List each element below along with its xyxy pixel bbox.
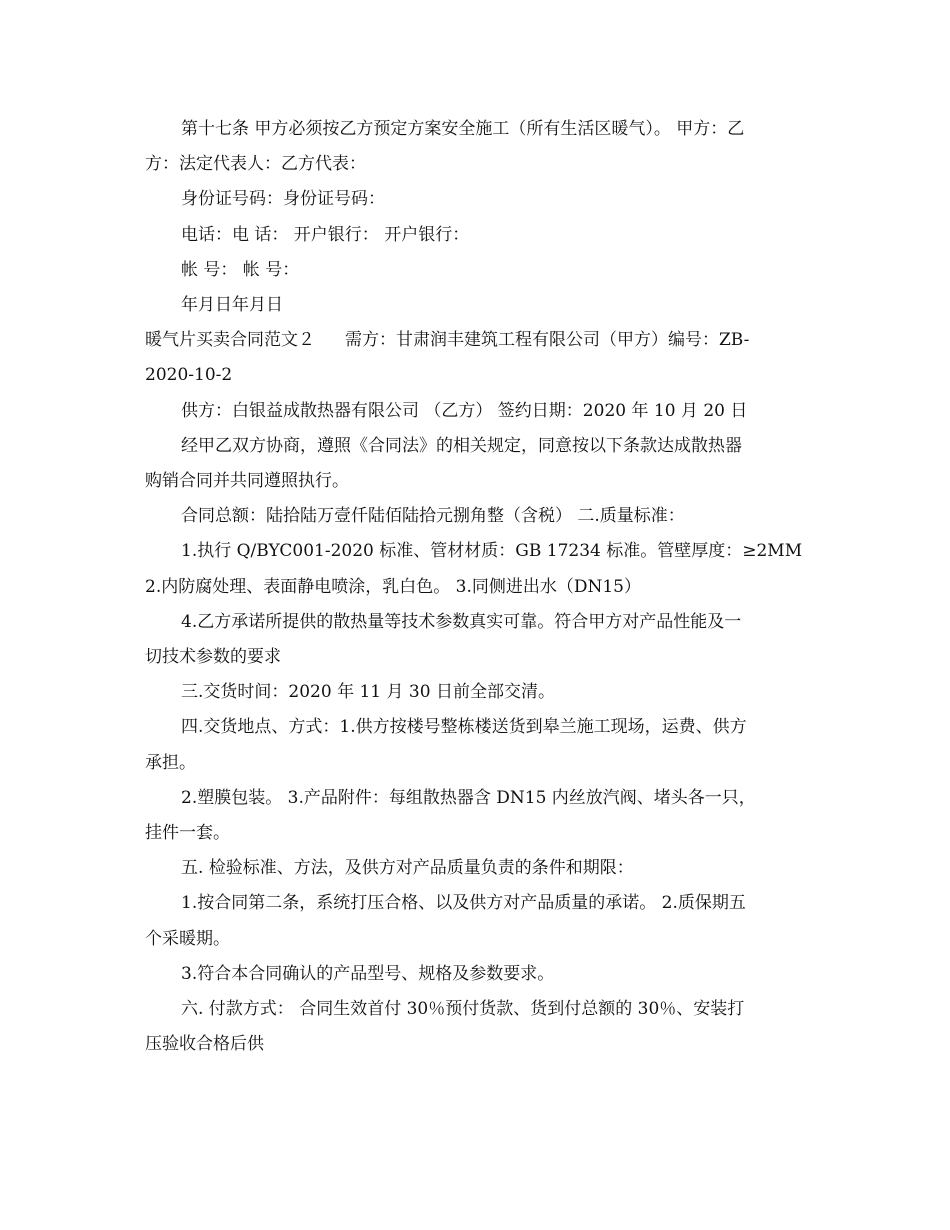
text-line: 2.塑膜包装。 3.产品附件：每组散热器含 DN15 内丝放汽阀、堵头各一只， [181, 787, 756, 808]
text-line: 六. 付款方式： 合同生效首付 30％预付货款、货到付总额的 30％、安装打 [181, 999, 745, 1020]
text-line: 五. 检验标准、方法，及供方对产品质量负责的条件和期限： [181, 858, 634, 879]
text-line: 1.执行 Q/BYC001-2020 标准、管材材质：GB 17234 标准。管壁厚度：≥2MM [181, 541, 803, 562]
text-line: 购销合同并共同遵照执行。 [145, 471, 349, 492]
text-line: 2020-10-2 [145, 365, 233, 386]
text-line: 供方：白银益成散热器有限公司 （乙方） 签约日期：2020 年 10 月 20 日 [181, 400, 748, 421]
text-line: 切技术参数的要求 [145, 647, 281, 668]
text-line: 四.交货地点、方式：1.供方按楼号整栋楼送货到皋兰施工现场，运费、供方 [181, 717, 747, 738]
text-line: 合同总额：陆拾陆万壹仟陆佰陆拾元捌角整（含税） 二.质量标准： [181, 506, 685, 527]
text-line: 1.按合同第二条，系统打压合格、以及供方对产品质量的承诺。 2.质保期五 [181, 893, 746, 914]
text-line: 2.内防腐处理、表面静电喷涂，乳白色。 3.同侧进出水（DN15） [145, 576, 641, 597]
text-line: 第十七条 甲方必须按乙方预定方案安全施工（所有生活区暖气）。 甲方：乙 [181, 119, 745, 139]
text-line: 帐 号： 帐 号： [181, 259, 300, 280]
text-line: 3.符合本合同确认的产品型号、规格及参数要求。 [181, 963, 555, 984]
text-line: 年月日年月日 [181, 295, 283, 316]
text-line: 挂件一套。 [145, 823, 230, 844]
section-title: 暖气片买卖合同范文２ [145, 330, 315, 351]
text-line: 压验收合格后供 [145, 1034, 264, 1055]
text-line: 4.乙方承诺所提供的散热量等技术参数真实可靠。符合甲方对产品性能及一 [181, 611, 742, 632]
text-line: 经甲乙双方协商，遵照《合同法》的相关规定，同意按以下条款达成散热器 [181, 435, 742, 456]
text-line: 三.交货时间：2020 年 11 月 30 日前全部交清。 [181, 682, 555, 703]
document-body [145, 112, 805, 1062]
text-line: 个采暖期。 [145, 928, 230, 949]
text-line: 身份证号码：身份证号码： [181, 189, 385, 210]
text-line: 电话：电 话： 开户银行： 开户银行： [181, 224, 470, 245]
text-line: 方：法定代表人：乙方代表： [145, 154, 366, 175]
text-line [145, 323, 805, 358]
text-line: 承担。 [145, 752, 196, 773]
text-segment: 需方：甘肃润丰建筑工程有限公司（甲方）编号：ZB- [345, 330, 750, 351]
